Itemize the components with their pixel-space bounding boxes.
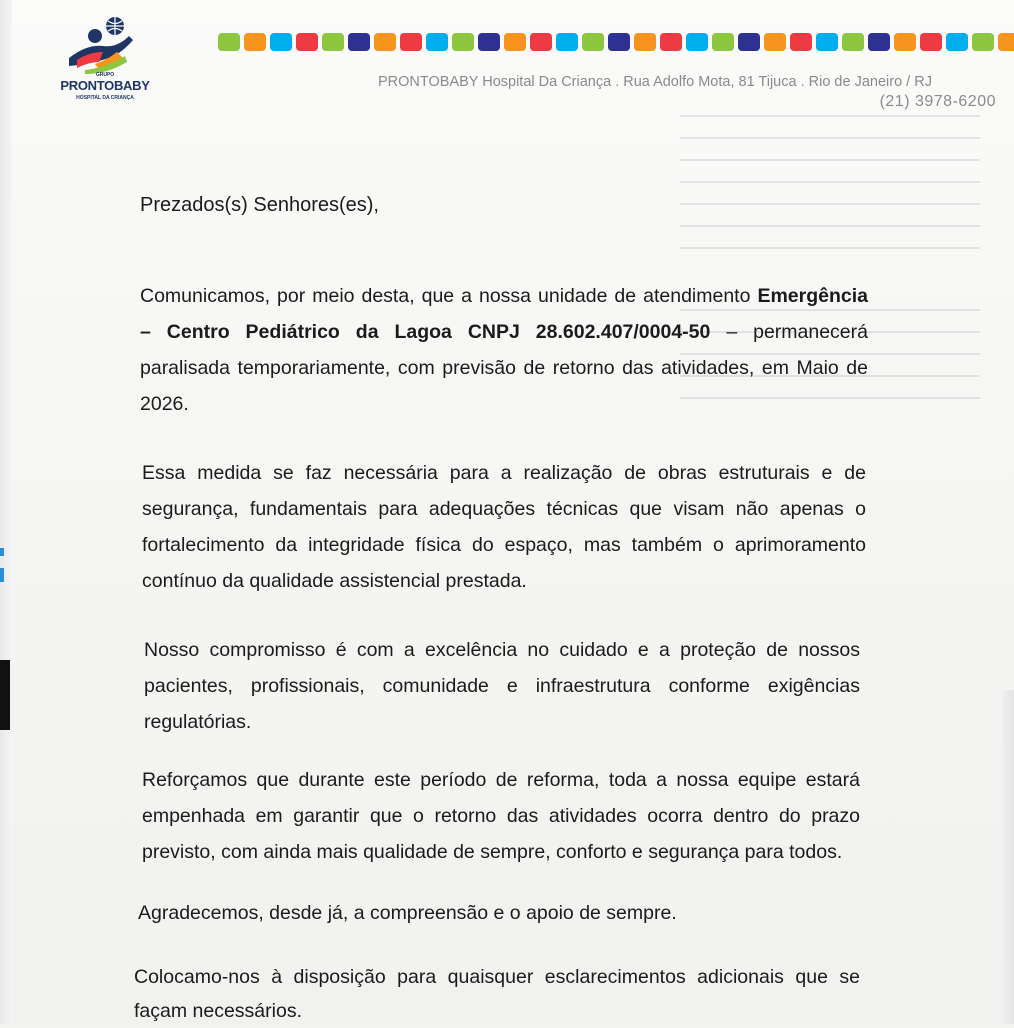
logo-brand-text: PRONTOBABY — [60, 78, 150, 93]
stripe-block — [842, 33, 864, 51]
p1-unit-name: Emergência – Centro Pediátrico da Lagoa CNPJ 28.602.407/0004-50 — [140, 285, 868, 343]
stripe-block — [296, 33, 318, 51]
stripe-block — [478, 33, 500, 51]
prontobaby-logo — [55, 14, 155, 106]
stripe-block — [608, 33, 630, 51]
stripe-block — [764, 33, 786, 51]
edge-mark — [0, 548, 4, 556]
stripe-block — [452, 33, 474, 51]
stripe-block — [530, 33, 552, 51]
paragraph-availability: Colocamo-nos à disposição para quaisquer esclarecimentos adicionais que se façam necessários. — [134, 966, 860, 1022]
stripe-block — [946, 33, 968, 51]
stripe-block — [556, 33, 578, 51]
p1-text-end: – permanecerá paralisada temporariamente, com previsão de retorno das atividades, em Maio de 2026. — [140, 321, 868, 415]
greeting: Prezados(s) Senhores(es), — [140, 194, 379, 216]
stripe-block — [686, 33, 708, 51]
stripe-block — [920, 33, 942, 51]
stripe-block — [426, 33, 448, 51]
stripe-block — [660, 33, 682, 51]
page-left-edge — [0, 0, 12, 1024]
logo-graphic — [55, 14, 155, 78]
paragraph-reinforcement: Reforçamos que durante este período de reforma, toda a nossa equipe estará empenhada em garantir que o retorno das atividades ocorra dentro do prazo previsto, com ainda mais qualidade de sempre, conforto e segurança para todos. — [142, 769, 860, 863]
paragraph-reason: Essa medida se faz necessária para a realização de obras estruturais e de segurança, fundamentais para adequações técnicas que visam não apenas o fortalecimento da integridade física do espaço, mas também o aprimoramento contínuo da qualidade assistencial prestada. — [142, 462, 866, 592]
edge-mark — [0, 660, 10, 730]
stripe-block — [400, 33, 422, 51]
stripe-block — [998, 33, 1014, 51]
color-stripe — [218, 33, 1014, 53]
stripe-block — [270, 33, 292, 51]
paragraph-closure-notice — [140, 278, 868, 422]
stripe-block — [894, 33, 916, 51]
p1-text: Comunicamos, por meio desta, que a nossa unidade de atendimento — [140, 285, 758, 307]
paragraph-commitment: Nosso compromisso é com a excelência no cuidado e a proteção de nossos pacientes, profissionais, comunidade e infraestrutura conforme exigências regulatórias. — [144, 639, 860, 733]
stripe-block — [348, 33, 370, 51]
stripe-block — [972, 33, 994, 51]
page-right-edge — [1002, 690, 1014, 1024]
logo-subtitle: HOSPITAL DA CRIANÇA — [76, 95, 134, 101]
stripe-block — [868, 33, 890, 51]
stripe-block — [738, 33, 760, 51]
logo-group-label: GRUPO — [95, 72, 115, 78]
stripe-block — [322, 33, 344, 51]
paragraph-thanks: Agradecemos, desde já, a compreensão e o apoio de sempre. — [138, 902, 677, 924]
edge-mark — [0, 568, 4, 582]
header-phone: (21) 3978-6200 — [879, 93, 996, 110]
stripe-block — [374, 33, 396, 51]
stripe-block — [816, 33, 838, 51]
stripe-block — [504, 33, 526, 51]
header-address: PRONTOBABY Hospital Da Criança . Rua Adolfo Mota, 81 Tijuca . Rio de Janeiro / RJ — [378, 74, 932, 90]
stripe-block — [634, 33, 656, 51]
stripe-block — [712, 33, 734, 51]
stripe-block — [790, 33, 812, 51]
stripe-block — [244, 33, 266, 51]
stripe-block — [218, 33, 240, 51]
stripe-block — [582, 33, 604, 51]
